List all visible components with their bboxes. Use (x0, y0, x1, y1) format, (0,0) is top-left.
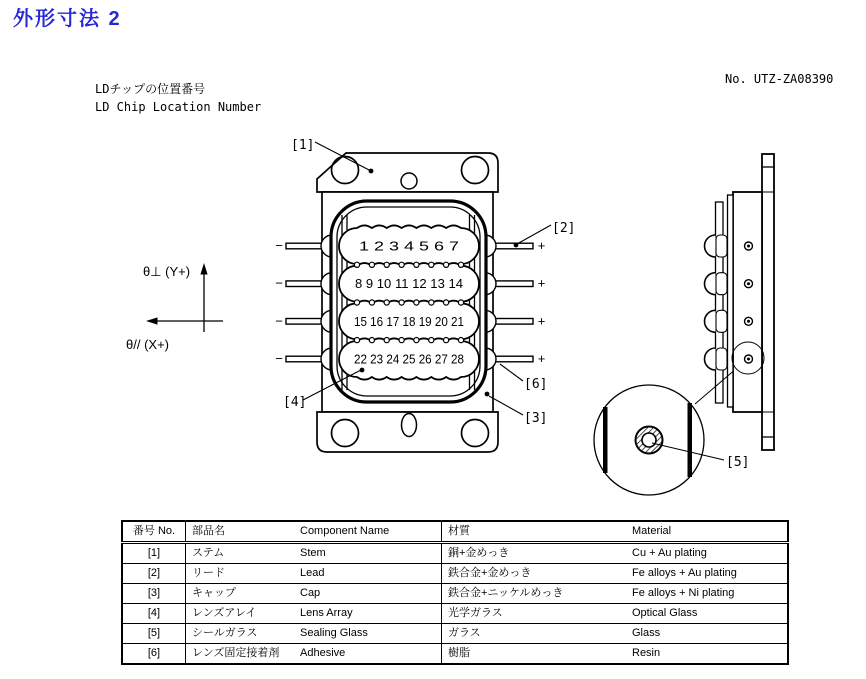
row-no: [1] (122, 543, 186, 564)
row-mat-jp: ガラス (448, 627, 481, 639)
axis-y-label: θ⊥ (Y+) (143, 264, 191, 279)
minus-sign-2: − (275, 275, 283, 291)
callout-3-label: [3] (524, 411, 548, 426)
detail-wall-right (688, 403, 693, 477)
table-row (122, 644, 788, 665)
row-mat-jp: 銅+金めっき (448, 547, 510, 559)
row-no: [2] (122, 564, 186, 584)
axis-x-arrowhead (146, 317, 158, 324)
lead-right-4 (493, 356, 533, 362)
page-title: 外形寸法 2 (13, 8, 122, 30)
side-view (695, 154, 774, 450)
package-body-side (733, 192, 762, 412)
callout-5-label: [5] (726, 455, 750, 470)
row-no: [3] (122, 584, 186, 604)
axis-y-arrowhead (200, 263, 207, 275)
header-material-jp: 材質 (448, 525, 470, 537)
row-name-en: Cap (300, 587, 321, 599)
row-name-jp: ステム (192, 547, 225, 559)
parts-table (121, 520, 789, 665)
lead-left-4 (286, 356, 323, 362)
row-no: [4] (122, 604, 186, 624)
chip-row-2-numbers: 8 9 10 11 12 13 14 (355, 277, 464, 291)
table-row (122, 604, 788, 624)
row-name-en: Lens Array (300, 607, 353, 619)
chip-row-1-numbers: 1 2 3 4 5 6 7 (359, 239, 460, 254)
row-name-en: Lead (300, 567, 325, 579)
row-mat-en: Optical Glass (632, 607, 698, 619)
lead-left-1 (286, 243, 323, 249)
row-name-jp: キャップ (192, 587, 236, 599)
row-mat-en: Resin (632, 647, 661, 659)
callout-4-label: [4] (283, 395, 307, 410)
row-mat-jp: 鉄合金+ニッケルめっき (448, 587, 564, 599)
lens-bumps-side (705, 235, 716, 370)
front-view (275, 138, 575, 452)
parts-table-header (122, 521, 788, 543)
minus-sign-1: − (275, 238, 283, 253)
lead-right-2 (493, 281, 533, 287)
axis-indicator (126, 263, 223, 352)
document-number: No. UTZ-ZA08390 (725, 72, 834, 86)
chip-row-4-numbers: 22 23 24 25 26 27 28 (354, 352, 465, 367)
lens-plate-side (716, 202, 724, 403)
header-material-en: Material (632, 525, 672, 537)
callout-6-label: [6] (524, 377, 548, 392)
minus-sign-3: − (275, 313, 283, 329)
caption-japanese: LDチップの位置番号 (95, 82, 206, 96)
row-no: [5] (122, 624, 186, 644)
header-name-en: Component Name (300, 525, 390, 537)
row-name-jp: レンズアレイ (192, 607, 257, 619)
caption-english: LD Chip Location Number (95, 100, 262, 114)
plus-sign-4: + (537, 351, 546, 366)
row-mat-en: Fe alloys + Ni plating (632, 587, 735, 599)
plus-sign-2: + (537, 275, 546, 291)
row-name-jp: レンズ固定接着剤 (192, 647, 280, 659)
lead-right-1 (493, 243, 533, 249)
stem-plate-side (762, 154, 774, 450)
table-row (122, 564, 788, 584)
minus-sign-4: − (275, 351, 283, 366)
row-mat-en: Glass (632, 627, 661, 639)
chip-row-3-numbers: 15 16 17 18 19 20 21 (354, 314, 465, 329)
row-mat-en: Fe alloys + Au plating (632, 567, 737, 579)
lead-left-2 (286, 281, 323, 287)
plus-sign-3: + (537, 313, 546, 329)
callout-1-label: [1] (291, 138, 315, 153)
row-name-jp: シールガラス (192, 627, 258, 639)
header-material (442, 521, 789, 543)
header-name (186, 521, 442, 543)
table-row (122, 584, 788, 604)
row-name-en: Stem (300, 547, 326, 559)
header-no: 番号 No. (122, 521, 186, 543)
table-row (122, 624, 788, 644)
header-name-jp: 部品名 (192, 525, 225, 537)
lead-through-hole (642, 433, 656, 447)
table-row (122, 543, 788, 564)
row-mat-jp: 光学ガラス (448, 607, 503, 619)
callout-2-label: [2] (552, 221, 576, 236)
row-mat-jp: 樹脂 (448, 647, 470, 659)
plus-sign-1: + (537, 238, 546, 253)
row-name-en: Sealing Glass (300, 627, 368, 639)
detail-view (594, 385, 749, 495)
lead-left-3 (286, 319, 323, 325)
detail-wall-left (603, 407, 608, 473)
row-name-jp: リード (192, 567, 225, 579)
row-no: [6] (122, 644, 186, 665)
lead-right-3 (493, 319, 533, 325)
axis-x-label: θ// (X+) (126, 337, 169, 352)
row-mat-en: Cu + Au plating (632, 547, 707, 559)
row-name-en: Adhesive (300, 647, 346, 659)
row-mat-jp: 鉄合金+金めっき (448, 567, 532, 579)
